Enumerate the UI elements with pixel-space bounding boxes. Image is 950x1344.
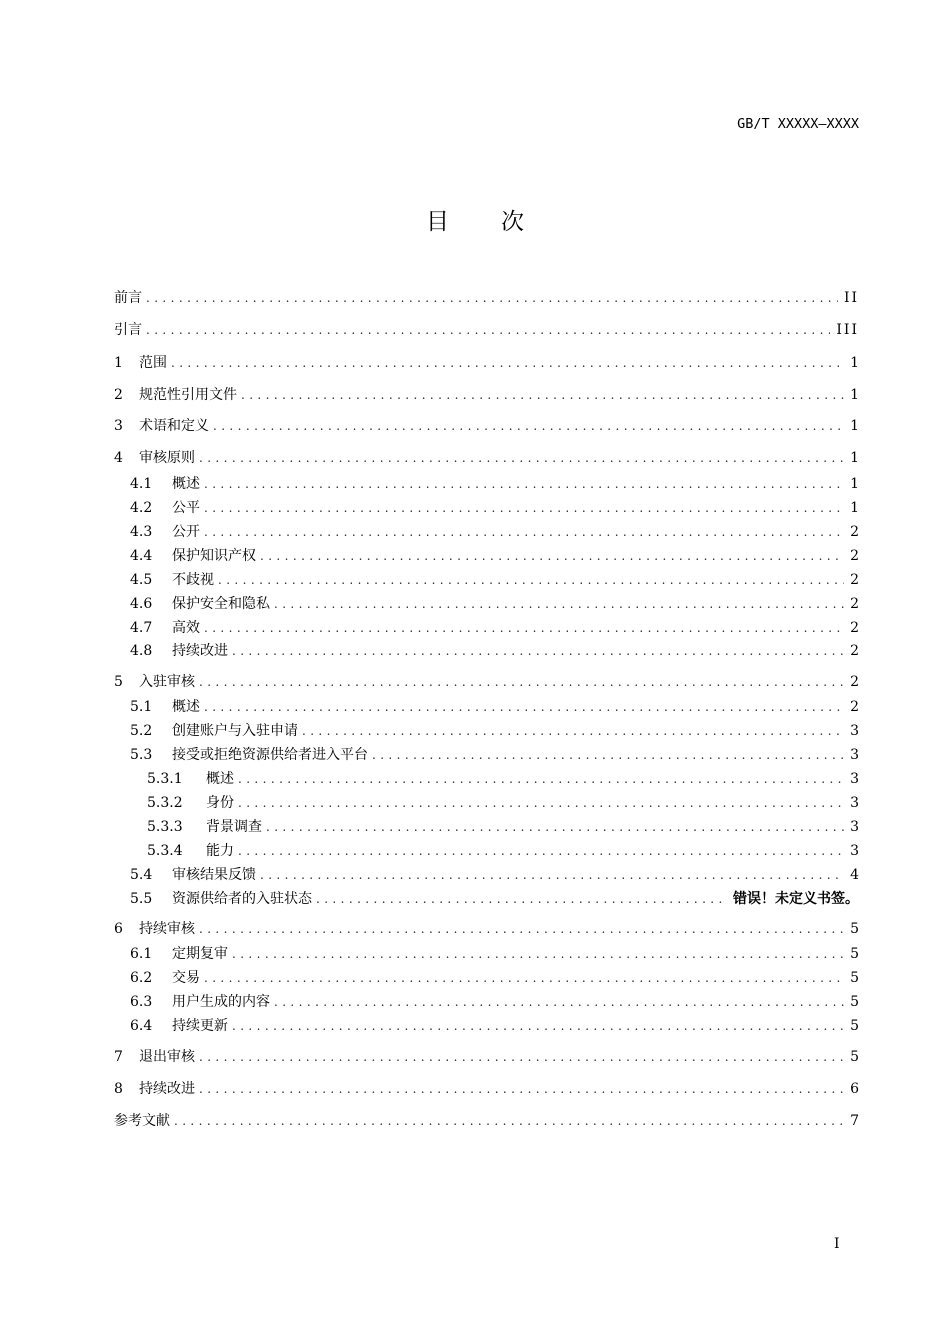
toc-entry[interactable] xyxy=(114,1078,859,1100)
toc-leader xyxy=(372,744,844,766)
toc-label: 引言 xyxy=(114,322,142,338)
toc-label: 入驻审核 xyxy=(139,674,195,690)
toc-entry[interactable] xyxy=(114,569,859,591)
toc-page: 5 xyxy=(850,921,859,937)
toc-number: 6.3 xyxy=(130,994,153,1010)
toc-leader xyxy=(199,671,844,693)
toc-entry[interactable] xyxy=(114,415,859,437)
toc-leader xyxy=(199,447,844,469)
toc-leader xyxy=(238,792,844,814)
toc-label: 持续改进 xyxy=(172,643,228,659)
toc-number: 5.1 xyxy=(130,699,153,715)
toc-entry[interactable] xyxy=(114,521,859,543)
toc-entry[interactable] xyxy=(114,792,859,814)
toc-entry[interactable] xyxy=(114,473,859,495)
toc-number: 4.1 xyxy=(130,476,153,492)
toc-leader xyxy=(199,1046,844,1068)
toc-number: 5.5 xyxy=(130,891,153,907)
toc-page-error: 错误！未定义书签。 xyxy=(733,891,859,907)
toc-page: 3 xyxy=(850,795,859,811)
toc-number: 6.2 xyxy=(130,970,153,986)
toc-leader xyxy=(302,720,844,742)
toc-title: 目次 xyxy=(426,209,576,235)
toc-leader xyxy=(204,967,844,989)
toc-label: 审核结果反馈 xyxy=(172,867,256,883)
toc-number: 5.4 xyxy=(130,867,153,883)
toc-number: 6.1 xyxy=(130,946,153,962)
toc-number: 8 xyxy=(114,1081,123,1097)
toc-number: 4.7 xyxy=(130,620,153,636)
toc-entry[interactable] xyxy=(114,1015,859,1037)
toc-page: 2 xyxy=(850,596,859,612)
toc-number: 4.6 xyxy=(130,596,153,612)
toc-entry[interactable] xyxy=(114,617,859,639)
toc-page: 4 xyxy=(850,867,859,883)
toc-label: 定期复审 xyxy=(172,946,228,962)
toc-entry[interactable] xyxy=(114,447,859,469)
toc-entry[interactable] xyxy=(114,864,859,886)
toc-label: 保护知识产权 xyxy=(172,548,256,564)
toc-page: 1 xyxy=(850,387,859,403)
toc-entry[interactable] xyxy=(114,545,859,567)
toc-page: 6 xyxy=(850,1081,859,1097)
toc-page: 2 xyxy=(850,524,859,540)
toc-label: 规范性引用文件 xyxy=(139,387,237,403)
toc-number: 5.2 xyxy=(130,723,153,739)
toc-label: 概述 xyxy=(172,699,200,715)
toc-leader xyxy=(204,473,844,495)
toc-leader xyxy=(316,888,727,910)
toc-number: 4.8 xyxy=(130,643,153,659)
toc-number: 4.2 xyxy=(130,500,153,516)
toc-label: 退出审核 xyxy=(139,1049,195,1065)
toc-number: 4.4 xyxy=(130,548,153,564)
toc-number: 3 xyxy=(114,418,123,434)
toc-entry[interactable] xyxy=(114,384,859,406)
toc-entry[interactable] xyxy=(114,640,859,662)
toc-label: 不歧视 xyxy=(172,572,214,588)
toc-number: 5.3.4 xyxy=(147,843,183,859)
toc-page: 2 xyxy=(850,620,859,636)
toc-entry[interactable] xyxy=(114,720,859,742)
toc-label: 保护安全和隐私 xyxy=(172,596,270,612)
toc-leader xyxy=(266,816,844,838)
toc-label: 参考文献 xyxy=(114,1113,170,1129)
toc-entry[interactable] xyxy=(114,352,859,374)
toc-page: 1 xyxy=(850,355,859,371)
toc-page: II xyxy=(843,290,859,306)
toc-label: 前言 xyxy=(114,290,142,306)
toc-number: 6.4 xyxy=(130,1018,153,1034)
toc-page: 2 xyxy=(850,674,859,690)
toc-page: 2 xyxy=(850,643,859,659)
toc-page: 2 xyxy=(850,548,859,564)
toc-entry[interactable] xyxy=(114,671,859,693)
toc-entry[interactable] xyxy=(114,768,859,790)
toc-entry[interactable] xyxy=(114,967,859,989)
toc-number: 7 xyxy=(114,1049,123,1065)
toc-page: 5 xyxy=(850,994,859,1010)
toc-page: III xyxy=(836,322,859,338)
toc-entry[interactable] xyxy=(114,319,859,341)
toc-label: 创建账户与入驻申请 xyxy=(172,723,298,739)
toc-page: 3 xyxy=(850,747,859,763)
toc-page: 1 xyxy=(850,450,859,466)
toc-leader xyxy=(174,1110,844,1132)
standard-code: GB/T XXXXX—XXXX xyxy=(737,116,859,132)
toc-number: 5.3.3 xyxy=(147,819,183,835)
toc-label: 持续改进 xyxy=(139,1081,195,1097)
toc-page: 5 xyxy=(850,1049,859,1065)
toc-entry[interactable] xyxy=(114,840,859,862)
toc-label: 资源供给者的入驻状态 xyxy=(172,891,312,907)
toc-label: 概述 xyxy=(172,476,200,492)
toc-number: 5.3 xyxy=(130,747,153,763)
toc-leader xyxy=(204,696,844,718)
toc-entry[interactable] xyxy=(114,497,859,519)
toc-leader xyxy=(274,593,844,615)
toc-label: 范围 xyxy=(139,355,167,371)
toc-number: 4.3 xyxy=(130,524,153,540)
toc-leader xyxy=(199,1078,844,1100)
toc-entry[interactable] xyxy=(114,1046,859,1068)
toc-leader xyxy=(218,569,844,591)
toc-leader xyxy=(238,840,844,862)
toc-label: 接受或拒绝资源供给者进入平台 xyxy=(172,747,368,763)
toc-leader xyxy=(146,287,838,309)
toc-page: 5 xyxy=(850,1018,859,1034)
toc-entry[interactable] xyxy=(114,991,859,1013)
toc-leader xyxy=(232,1015,844,1037)
toc-page: 5 xyxy=(850,946,859,962)
toc-label: 交易 xyxy=(172,970,200,986)
toc-page: 1 xyxy=(850,476,859,492)
toc-page: 3 xyxy=(850,819,859,835)
toc-label: 概述 xyxy=(206,771,234,787)
toc-entry[interactable] xyxy=(114,943,859,965)
toc-leader xyxy=(260,864,844,886)
toc-label: 公平 xyxy=(172,500,200,516)
toc-number: 4 xyxy=(114,450,123,466)
toc-label: 审核原则 xyxy=(139,450,195,466)
toc-page: 3 xyxy=(850,843,859,859)
toc-page: 3 xyxy=(850,771,859,787)
toc-label: 高效 xyxy=(172,620,200,636)
toc-leader xyxy=(238,768,844,790)
toc-label: 能力 xyxy=(206,843,234,859)
toc-leader xyxy=(274,991,844,1013)
toc-page: 5 xyxy=(850,970,859,986)
toc-number: 5.3.2 xyxy=(147,795,183,811)
toc-leader xyxy=(146,319,830,341)
toc-entry[interactable] xyxy=(114,696,859,718)
toc-number: 5 xyxy=(114,674,123,690)
toc-leader xyxy=(213,415,844,437)
toc-number: 2 xyxy=(114,387,123,403)
toc-label: 公开 xyxy=(172,524,200,540)
toc-entry[interactable] xyxy=(114,744,859,766)
page-number: I xyxy=(834,1236,840,1252)
toc-entry[interactable] xyxy=(114,593,859,615)
toc-entry[interactable] xyxy=(114,816,859,838)
toc-number: 5.3.1 xyxy=(147,771,183,787)
toc-label: 术语和定义 xyxy=(139,418,209,434)
toc-page: 2 xyxy=(850,572,859,588)
toc-entry[interactable] xyxy=(114,287,859,309)
toc-entry[interactable] xyxy=(114,888,859,910)
toc-leader xyxy=(204,617,844,639)
toc-page: 1 xyxy=(850,500,859,516)
toc-label: 用户生成的内容 xyxy=(172,994,270,1010)
toc-leader xyxy=(171,352,844,374)
toc-entry[interactable] xyxy=(114,918,859,940)
toc-leader xyxy=(204,497,844,519)
toc-label: 身份 xyxy=(206,795,234,811)
toc-number: 1 xyxy=(114,355,123,371)
toc-label: 背景调查 xyxy=(206,819,262,835)
toc-leader xyxy=(241,384,844,406)
toc-number: 4.5 xyxy=(130,572,153,588)
toc-leader xyxy=(204,521,844,543)
toc-leader xyxy=(199,918,844,940)
toc-page: 3 xyxy=(850,723,859,739)
toc-leader xyxy=(232,943,844,965)
toc-label: 持续审核 xyxy=(139,921,195,937)
toc-entry[interactable] xyxy=(114,1110,859,1132)
toc-label: 持续更新 xyxy=(172,1018,228,1034)
toc-leader xyxy=(232,640,844,662)
toc-page: 7 xyxy=(850,1113,859,1129)
toc-page: 1 xyxy=(850,418,859,434)
toc-page: 2 xyxy=(850,699,859,715)
toc-number: 6 xyxy=(114,921,123,937)
toc-leader xyxy=(260,545,844,567)
